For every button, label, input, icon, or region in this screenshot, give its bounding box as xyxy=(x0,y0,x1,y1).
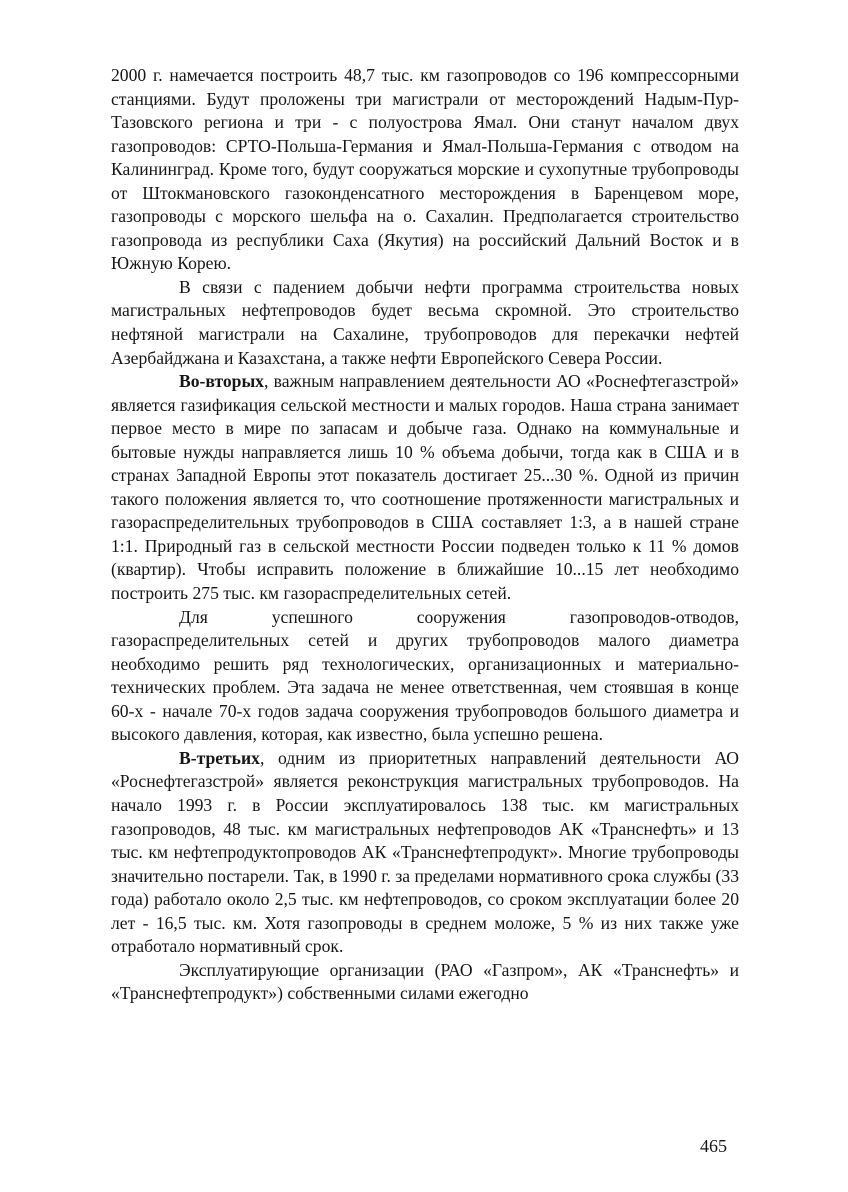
paragraph-4 xyxy=(111,606,739,747)
page-text xyxy=(111,64,739,1006)
paragraph-3 xyxy=(111,370,739,605)
paragraph-4-text: Для успешного сооружения газопроводов-отводов, газораспределительных сетей и других трубопроводов малого диаметра необходимо решить ряд технологических, организационных и материально-технических проблем. Эта задача не менее ответственная, чем стоявшая в конце 60-х - начале 70-х годов задача сооружения трубопроводов большого диаметра и высокого давления, которая, как известно, была успешно решена. xyxy=(111,606,739,745)
paragraph-2-text: В связи с падением добычи нефти программа строительства новых магистральных нефтепроводов будет весьма скромной. Это строительство нефтяной магистрали на Сахалине, трубопроводов для перекачки нефтей Азербайджана и Казахстана, а также нефти Европейского Севера России. xyxy=(111,276,739,368)
paragraph-6-text: Эксплуатирующие организации (РАО «Газпром», АК «Транснефть» и «Транснефтепродукт») собственными силами ежегодно xyxy=(111,959,739,1004)
page-number: 465 xyxy=(700,1136,727,1156)
paragraph-3-text: , важным направлением деятельности АО «Роснефтегазстрой» является газификация сельской местности и малых городов. Наша страна занимает первое место в мире по запасам и добыче газа. Однако на коммунальные и бытовые нужды направляется лишь 10 % объема добычи, тогда как в США и в странах Западной Европы этот показатель достигает 25...30 %. Одной из причин такого положения является то, что соотношение протяженности магистральных и газораспределительных трубопроводов в США составляет 1:3, а в нашей стране 1:1. Природный газ в сельской местности России подведен только к 11 % домов (квартир). Чтобы исправить положение в ближайшие 10...15 лет необходимо построить 275 тыс. км газораспределительных сетей. xyxy=(111,371,739,604)
paragraph-1 xyxy=(111,64,739,276)
paragraph-2 xyxy=(111,276,739,370)
paragraph-5-text: , одним из приоритетных направлений деятельности АО «Роснефтегазстрой» является реконструкция магистральных трубопроводов. На начало 1993 г. в России эксплуатировалось 138 тыс. км магистральных газопроводов, 48 тыс. км магистральных нефтепроводов АК «Транснефть» и 13 тыс. км нефтепродуктопроводов АК «Транснефтепродукт». Многие трубопроводы значительно постарели. Так, в 1990 г. за пределами нормативного срока службы (33 года) работало около 2,5 тыс. км нефтепроводов, со сроком эксплуатации более 20 лет - 16,5 тыс. км. Хотя газопроводы в среднем моложе, 5 % из них также уже отработало нормативный срок. xyxy=(111,747,739,957)
paragraph-1-text: 2000 г. намечается построить 48,7 тыс. км газопроводов со 196 компрессорными станциями. Будут проложены три магистрали от месторождений Надым-Пур-Тазовского региона и три - с полуострова Ямал. Они станут началом двух газопроводов: СРТО-Польша-Германия и Ямал-Польша-Германия с отводом на Калининград. Кроме того, будут сооружаться морские и сухопутные трубопроводы от Штокмановского газоконденсатного месторождения в Баренцевом море, газопроводы с морского шельфа на о. Сахалин. Предполагается строительство газопровода из республики Саха (Якутия) на российский Дальний Восток и в Южную Корею. xyxy=(111,65,739,274)
paragraph-6 xyxy=(111,959,739,1006)
paragraph-5-lead: В-третьих xyxy=(179,747,260,768)
paragraph-5 xyxy=(111,747,739,959)
paragraph-3-lead: Во-вторых xyxy=(179,371,264,392)
